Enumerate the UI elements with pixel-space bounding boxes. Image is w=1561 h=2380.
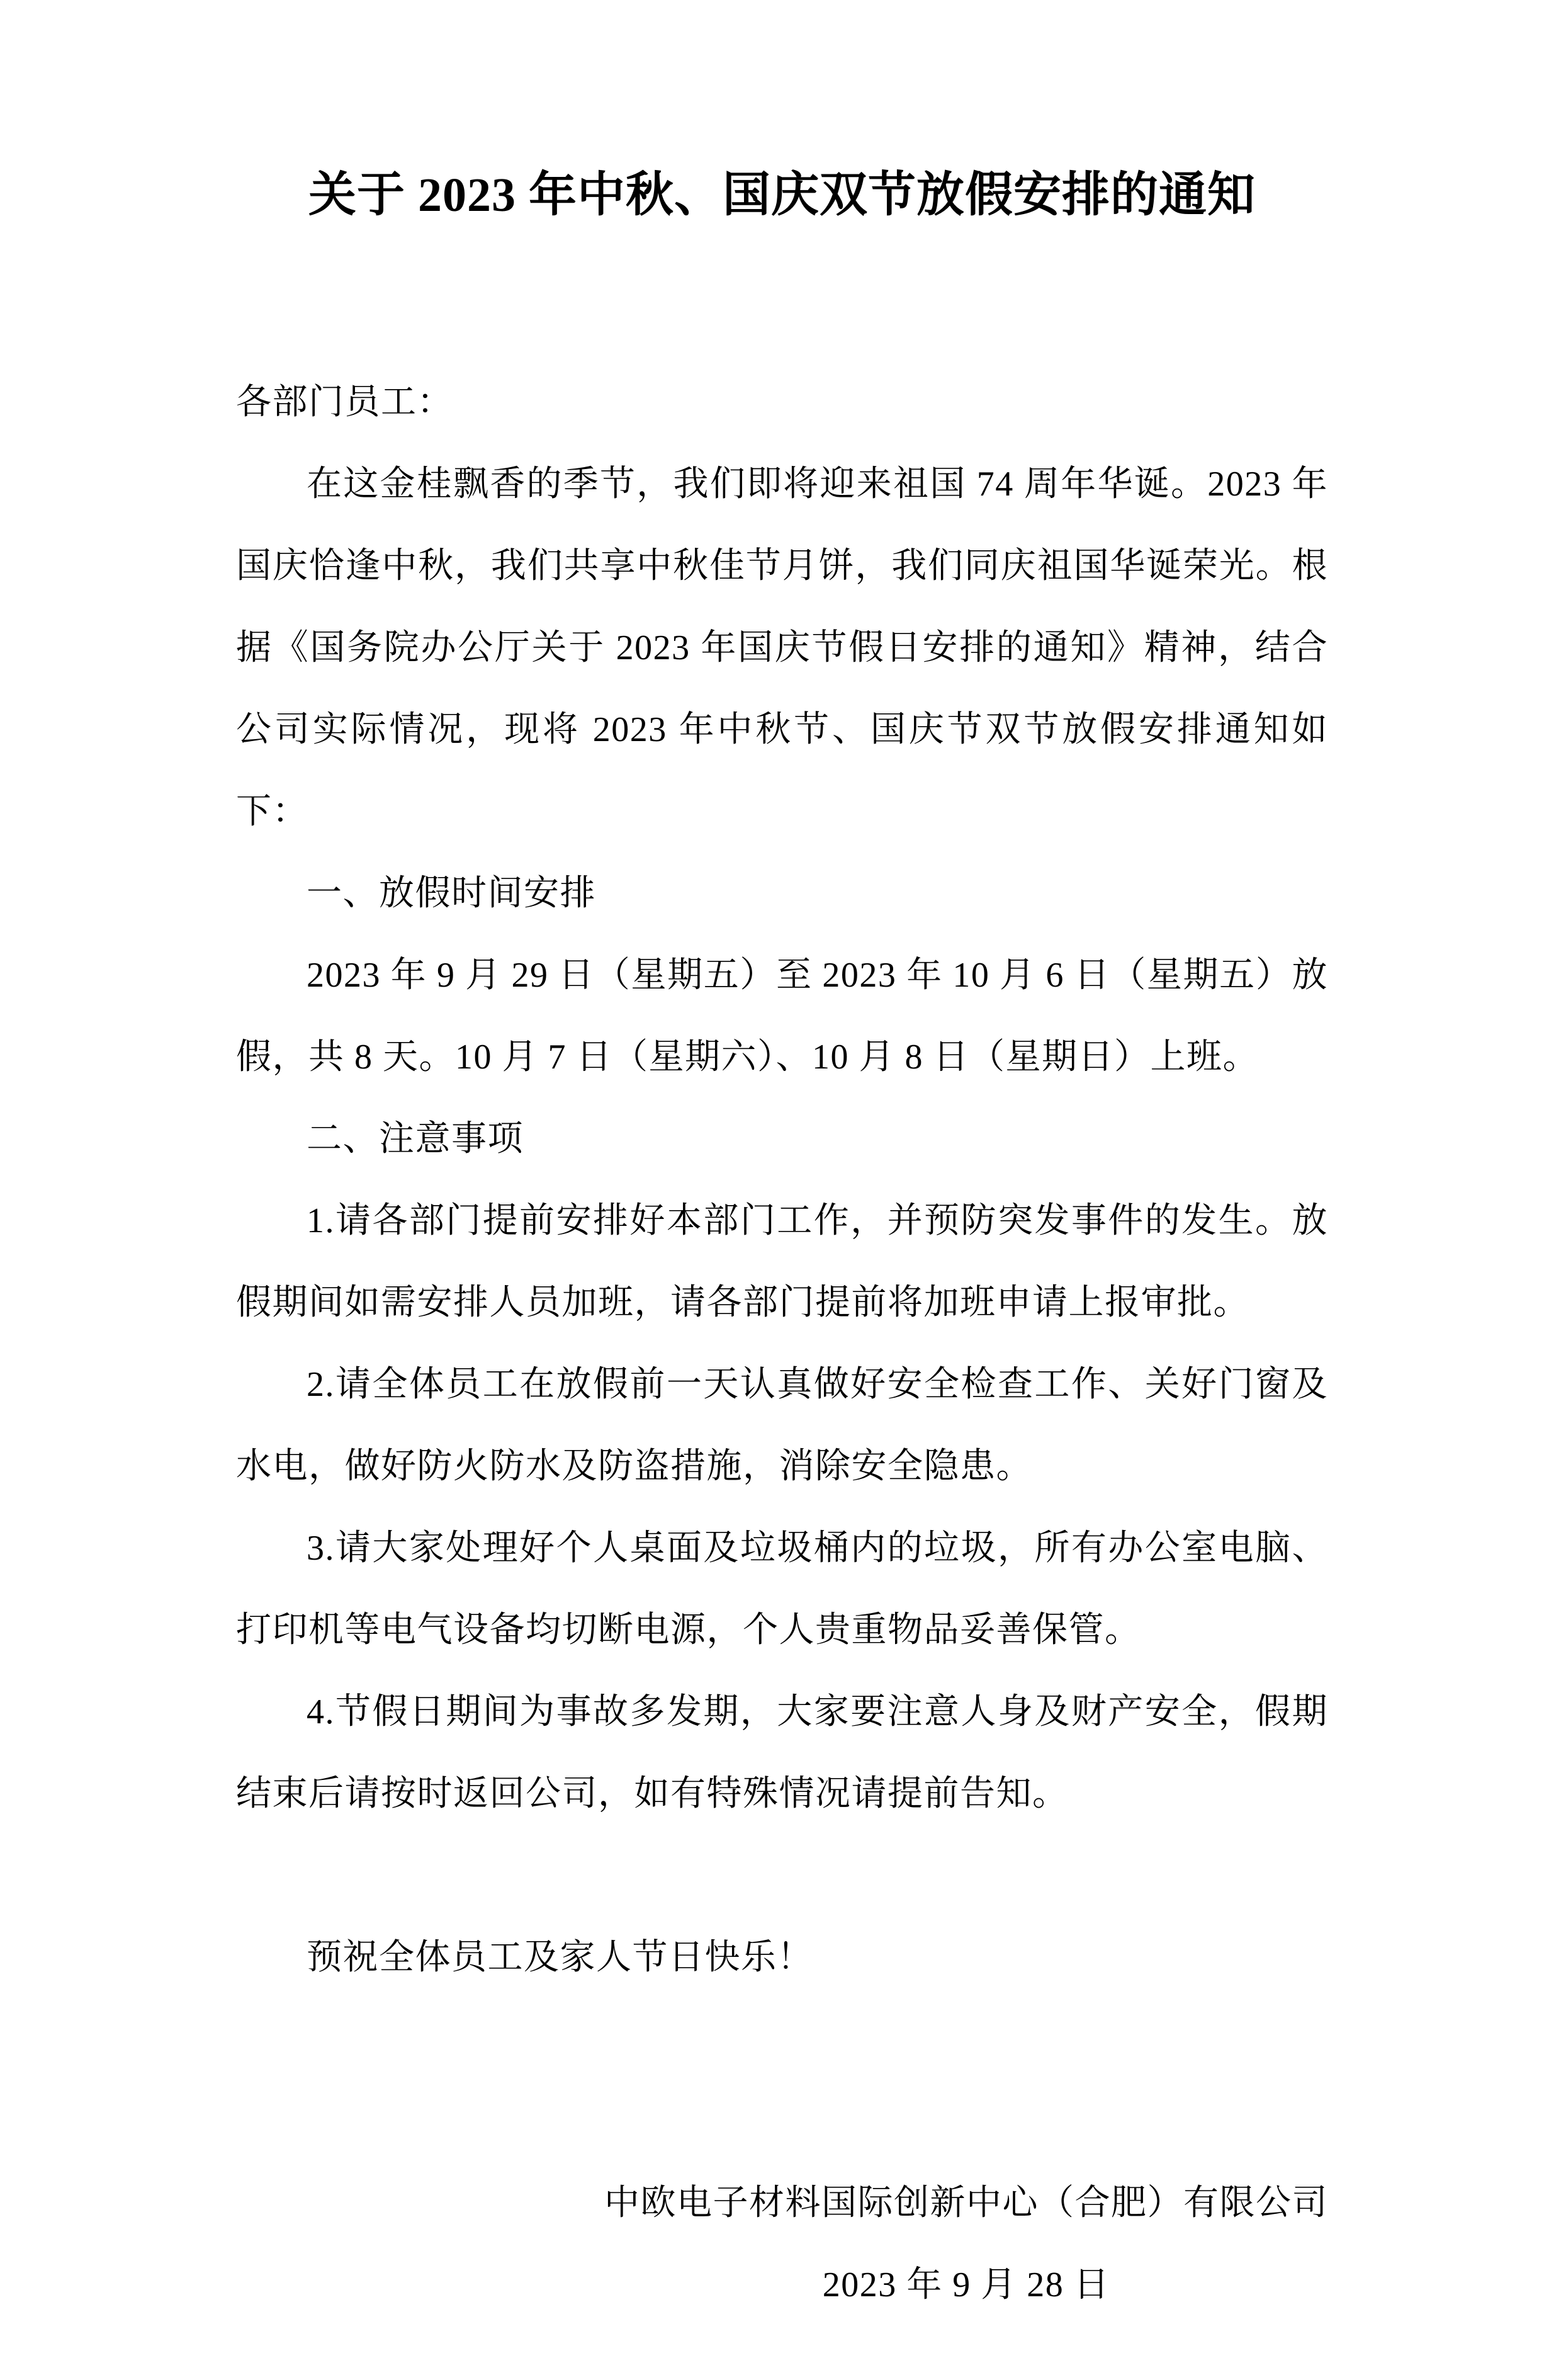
notice-item-2: 2.请全体员工在放假前一天认真做好安全检查工作、关好门窗及水电，做好防火防水及防盗措施，消除安全隐患。: [236, 1365, 1328, 1486]
wish-paragraph: 预祝全体员工及家人节日快乐！: [307, 1938, 813, 1977]
salutation: 各部门员工：: [236, 383, 453, 422]
notice-item-4: 4.节假日期间为事故多发期，大家要注意人身及财产安全，假期结束后请按时返回公司，如有特殊情况请提前告知。: [236, 1692, 1328, 1813]
company-signature: 中欧电子材料国际创新中心（合肥）有限公司: [604, 2184, 1328, 2223]
section-2-heading: 二、注意事项: [307, 1119, 524, 1159]
notice-title: 关于 2023 年中秋、国庆双节放假安排的通知: [308, 169, 1256, 222]
section-1-heading: 一、放假时间安排: [307, 874, 596, 913]
signature-block: [604, 2162, 1328, 2326]
notice-body: [236, 361, 1328, 2326]
notice-item-1: 1.请各部门提前安排好本部门工作，并预防突发事件的发生。放假期间如需安排人员加班，请各部门提前将加班申请上报审批。: [236, 1201, 1328, 1322]
notice-item-3: 3.请大家处理好个人桌面及垃圾桶内的垃圾，所有办公室电脑、打印机等电气设备均切断电源，个人贵重物品妥善保管。: [236, 1529, 1328, 1650]
holiday-dates-paragraph: 2023 年 9 月 29 日（星期五）至 2023 年 10 月 6 日（星期五）放假，共 8 天。10 月 7 日（星期六）、10 月 8 日（星期日）上班。: [236, 956, 1328, 1077]
signature-date: 2023 年 9 月 28 日: [822, 2265, 1110, 2304]
intro-paragraph: 在这金桂飘香的季节，我们即将迎来祖国 74 周年华诞。2023 年国庆恰逢中秋，我们共享中秋佳节月饼，我们同庆祖国华诞荣光。根据《国务院办公厅关于 2023 年国庆节假日安排的通知》精神，结合公司实际情况，现将 2023 年中秋节、国庆节双节放假安排通知如下：: [236, 465, 1328, 831]
